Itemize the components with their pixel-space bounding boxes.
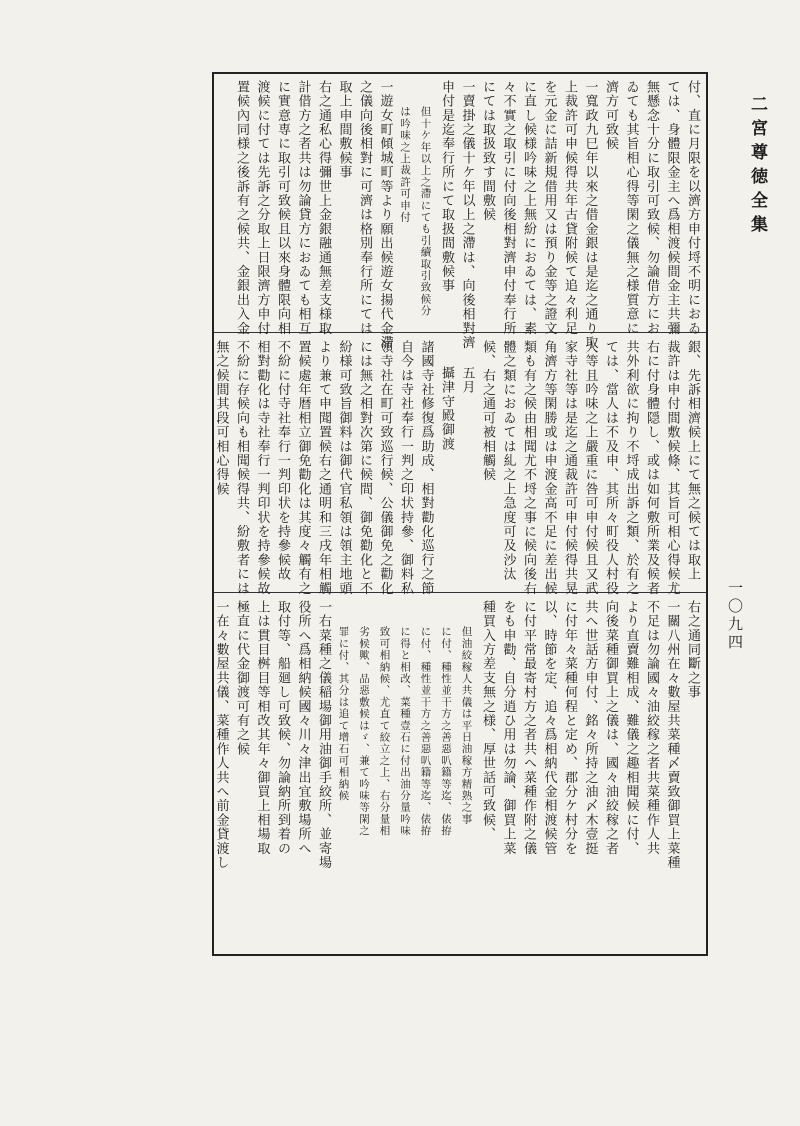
text-line: 銀、先訴相濟候上にて無之候ては取上 bbox=[685, 340, 700, 582]
text-line: に付年々菜種何程と定め、郡分ケ村分を bbox=[562, 600, 577, 856]
text-line: 申付是迄奉行所にて取扱間敷候事 bbox=[439, 80, 454, 293]
text-line: を元金に詰新規借用又は預り金等之證文 bbox=[541, 80, 557, 336]
text-line: 右之通同斷之事 bbox=[685, 600, 700, 700]
text-line: 一關八州在々數屋共菜種〆賣致御買上菜種 bbox=[664, 600, 680, 870]
text-line: に付、種性並干方之善惡叭籍等迄、俵拵 bbox=[419, 626, 432, 837]
text-line: 計借方之者共は勿論貸方におゐても相互 bbox=[295, 80, 311, 336]
text-line: 上裁許可申候得共年古貸附候て追々利足 bbox=[562, 80, 577, 336]
book-title: 二宮尊徳全集 bbox=[747, 95, 767, 239]
text-line: 類も有之候由相聞尤不埒之事に候向後右 bbox=[521, 340, 536, 596]
text-line: 不足は勿論國々油絞稼之者共菜種作人共 bbox=[644, 600, 659, 856]
text-line: に付、種性並干方之善惡叭籍等迄、俵拵 bbox=[440, 626, 452, 837]
text-line: に付平常最寄村方之者共へ菜種作附之儀 bbox=[521, 600, 536, 856]
text-line: にては取扱致す間敷候 bbox=[480, 80, 495, 222]
text-line: 人等且吟味之上嚴重に咎可申付候且又武 bbox=[582, 340, 598, 596]
text-line: 置候內同様之後訴有之候共、金銀出入金 bbox=[234, 80, 249, 336]
text-block-middle bbox=[213, 340, 702, 596]
text-line: に直し候様吟味之上無紛におゐては、素 bbox=[521, 80, 536, 336]
text-line: 攝津守殿御渡 bbox=[439, 366, 454, 452]
text-line: 罪に付、其分は追て增石可相納候 bbox=[337, 626, 350, 802]
text-line: 付、直に月限を以濟方申付埒不明におゐ bbox=[685, 80, 700, 336]
text-line: には無之相對次第に候間、御免勸化と不 bbox=[357, 340, 372, 596]
text-line: ゐても其旨相心得等閑之儀無之様質意に bbox=[623, 80, 639, 336]
text-line: 役所へ爲相納候國々川々津出宜敷場所へ bbox=[295, 600, 311, 856]
text-line: 無之候間其段可相心得候 bbox=[213, 340, 229, 497]
text-line: 致可相納候、尤直て絞立之上、右分量相 bbox=[378, 626, 391, 837]
text-line: 不紛に存候向も相聞候得共、紛敷者には bbox=[234, 340, 249, 596]
text-line: 一在々數屋共儀、菜種作人共へ前金貸渡し bbox=[213, 600, 229, 870]
text-line: 共へ世話方申付、銘々所持之油〆木壹挺 bbox=[582, 600, 598, 856]
text-line: 一右菜種之儀稲場御用油御手絞所、並寄場 bbox=[316, 600, 331, 870]
text-line: 領寺社在町可致巡行候、公儀御免之勸化 bbox=[377, 340, 393, 596]
text-line: 但油絞稼人共儀は平日油稼方精熟之事 bbox=[460, 626, 473, 825]
text-line: をも申勸、自分逍ひ用は勿論、御買上菜 bbox=[500, 600, 516, 856]
text-line: 五月 bbox=[459, 366, 475, 395]
text-line: 裁許は申付間敷候條、其旨可相心得候尤 bbox=[664, 340, 680, 596]
text-line: 劣候歟、品惡敷候はゞ、兼て吟味等閑之 bbox=[358, 626, 370, 837]
text-line: 一賣掛之儀十ケ年以上之滯は、向後相對濟 bbox=[459, 80, 475, 350]
text-line: 但十ケ年以上之滯にても引續取引致候分 bbox=[419, 106, 432, 317]
text-line: 候、右之通可被相觸候 bbox=[480, 340, 495, 482]
text-line: 自今は寺社奉行一判之印状持參、御料私 bbox=[398, 340, 413, 596]
text-line: 渡候に付ては先訴之分取上日限濟方申付 bbox=[254, 80, 270, 336]
text-line: 角濟方等閑勝或は申渡金高不足に差出候 bbox=[541, 340, 557, 596]
page-number: 一〇九四 bbox=[726, 580, 744, 652]
text-line: 無懸念十分に取引可致候、勿論借方にお bbox=[644, 80, 659, 336]
text-line: に實意専に取引可致候且以來身體限向相 bbox=[275, 80, 290, 336]
text-line: ては、當人は不及申、其所々町役人村役 bbox=[603, 340, 618, 596]
text-line: 々不實之取引に付向後相對濟申付奉行所 bbox=[500, 80, 516, 336]
text-line: ては、身體限金主へ爲相渡候間金主共彌 bbox=[664, 80, 680, 336]
text-line: 置候處年暦相立御免勸化は其度々觸有之 bbox=[295, 340, 311, 596]
text-frame bbox=[212, 72, 708, 956]
text-line: より直賣難相成、難儀之趣相聞候に付、 bbox=[623, 600, 639, 856]
text-line: に得と相改、菜種壹石に付出油分量吟味 bbox=[399, 626, 411, 837]
text-line: 相對勸化は寺社奉行一判印状を持參候故 bbox=[254, 340, 270, 596]
text-line: 上は貫目桝目等相改其年々御買上相場取 bbox=[254, 600, 270, 856]
text-line: より兼て申聞置候右之通明和三戌年相觸 bbox=[316, 340, 331, 596]
text-line: 之儀向後相對に可濟は格別奉行所にては bbox=[357, 80, 372, 336]
text-line: 濟方可致候 bbox=[603, 80, 618, 151]
text-line: 取付等、船廻し可致候、勿論納所到着の bbox=[275, 600, 290, 856]
text-line: 諸國寺社修復爲助成、相對勸化巡行之節 bbox=[418, 340, 434, 596]
text-line: 紛様可致旨御料は御代官私領は領主地頭 bbox=[336, 340, 352, 596]
text-block-top bbox=[220, 80, 702, 350]
text-line: 共外利欲に拘り不埒成出訴之類、於有之 bbox=[623, 340, 639, 596]
text-line: 向後菜種御買上之儀は、國々油絞稼之者 bbox=[603, 600, 618, 856]
text-line: 右に付身體隠し、或は如何敷所業及候者 bbox=[644, 340, 659, 596]
text-line: 種買入方差支無之様、厚世話可致候、 bbox=[480, 600, 495, 842]
text-line: は吟味之上裁許可申付 bbox=[399, 106, 411, 223]
text-line: 以、時節を定、追々爲相納代金相渡候管 bbox=[541, 600, 557, 856]
text-line: 取上申間敷候事 bbox=[336, 80, 352, 180]
text-line: 體之類におゐては糺之上急度可及沙汰 bbox=[500, 340, 516, 582]
text-line: 不紛に付寺社奉行一判印状を持參候故 bbox=[275, 340, 290, 582]
text-line: 極直に代金御渡可有之候 bbox=[234, 600, 249, 757]
text-line: 家寺社等は是迄之通裁許可申付候得共晃 bbox=[562, 340, 577, 596]
text-line: 一寬政九巳年以來之借金銀は是迄之通り取 bbox=[582, 80, 598, 350]
text-block-bottom bbox=[213, 600, 702, 950]
text-line: 右之通私心得彌世上金銀融通無差支様取 bbox=[316, 80, 331, 336]
text-line: 一遊女町傾城町等より願出候遊女揚代金滯 bbox=[377, 80, 393, 350]
